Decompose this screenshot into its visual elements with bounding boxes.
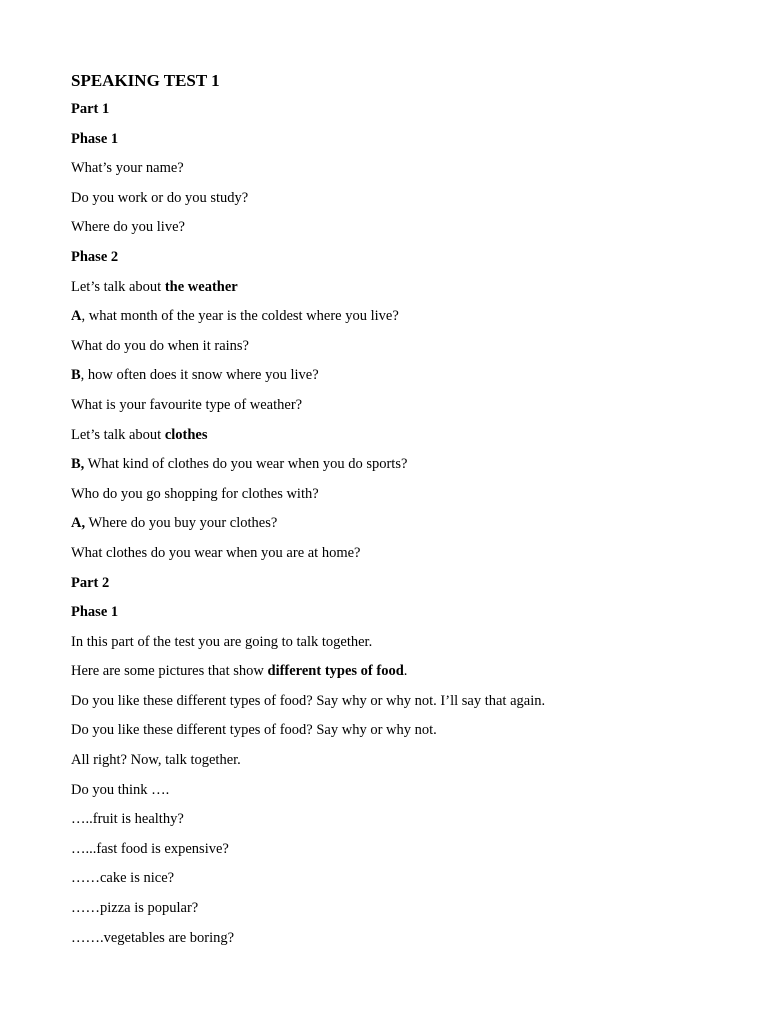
question-food-repeat: Do you like these different types of food? Say why or why not. I’ll say that again. xyxy=(71,692,546,709)
pictures-post: . xyxy=(403,663,408,680)
clothes-topic: clothes xyxy=(164,426,208,443)
weather-topic: the weather xyxy=(164,278,238,295)
food-topic: different types of food xyxy=(267,663,404,680)
question-sports-clothes xyxy=(71,455,711,473)
part2-phase1-heading: Phase 1 xyxy=(71,604,119,621)
sports-clothes-text: What kind of clothes do you wear when you do sports? xyxy=(84,456,408,473)
question-favourite-weather: What is your favourite type of weather? xyxy=(71,396,303,413)
pictures-pre: Here are some pictures that show xyxy=(71,663,268,680)
prompt-pizza: ……pizza is popular? xyxy=(71,900,199,917)
question-rain: What do you do when it rains? xyxy=(71,337,249,354)
question-buy-clothes xyxy=(71,514,711,532)
question-snow xyxy=(71,366,711,384)
question-name: What’s your name? xyxy=(71,160,184,177)
pictures-line xyxy=(71,662,711,680)
clothes-topic-line xyxy=(71,426,711,444)
part1-phase1-heading: Phase 1 xyxy=(71,130,119,147)
speaker-a-label: A xyxy=(71,308,82,325)
part2-heading: Part 2 xyxy=(71,574,110,591)
question-home-clothes: What clothes do you wear when you are at home? xyxy=(71,544,361,561)
weather-intro: Let’s talk about xyxy=(71,278,165,295)
speaker-b-label: B xyxy=(71,367,81,384)
part1-phase2-heading: Phase 2 xyxy=(71,248,119,265)
question-work-study: Do you work or do you study? xyxy=(71,189,249,206)
prompt-vegetables: …….vegetables are boring? xyxy=(71,929,235,946)
question-food: Do you like these different types of food? Say why or why not. xyxy=(71,722,437,739)
snow-text: , how often does it snow where you live? xyxy=(80,367,319,384)
speaker-b2-label: B, xyxy=(71,456,85,473)
speaker-a2-label: A, xyxy=(71,515,86,532)
do-you-think: Do you think …. xyxy=(71,781,170,798)
question-coldest-month xyxy=(71,307,711,325)
prompt-fast-food: …...fast food is expensive? xyxy=(71,840,229,857)
buy-clothes-text: Where do you buy your clothes? xyxy=(85,515,278,532)
prompt-cake: ……cake is nice? xyxy=(71,870,175,887)
document-page xyxy=(71,70,711,958)
prompt-fruit: …..fruit is healthy? xyxy=(71,811,184,828)
clothes-intro: Let’s talk about xyxy=(71,426,165,443)
question-live: Where do you live? xyxy=(71,219,185,236)
document-title: SPEAKING TEST 1 xyxy=(71,71,220,90)
talk-together: All right? Now, talk together. xyxy=(71,752,241,769)
part1-heading: Part 1 xyxy=(71,101,110,117)
talk-together-intro: In this part of the test you are going to talk together. xyxy=(71,633,373,650)
weather-topic-line xyxy=(71,278,711,296)
question-shopping-with: Who do you go shopping for clothes with? xyxy=(71,485,319,502)
coldest-month-text: , what month of the year is the coldest where you live? xyxy=(81,308,399,325)
